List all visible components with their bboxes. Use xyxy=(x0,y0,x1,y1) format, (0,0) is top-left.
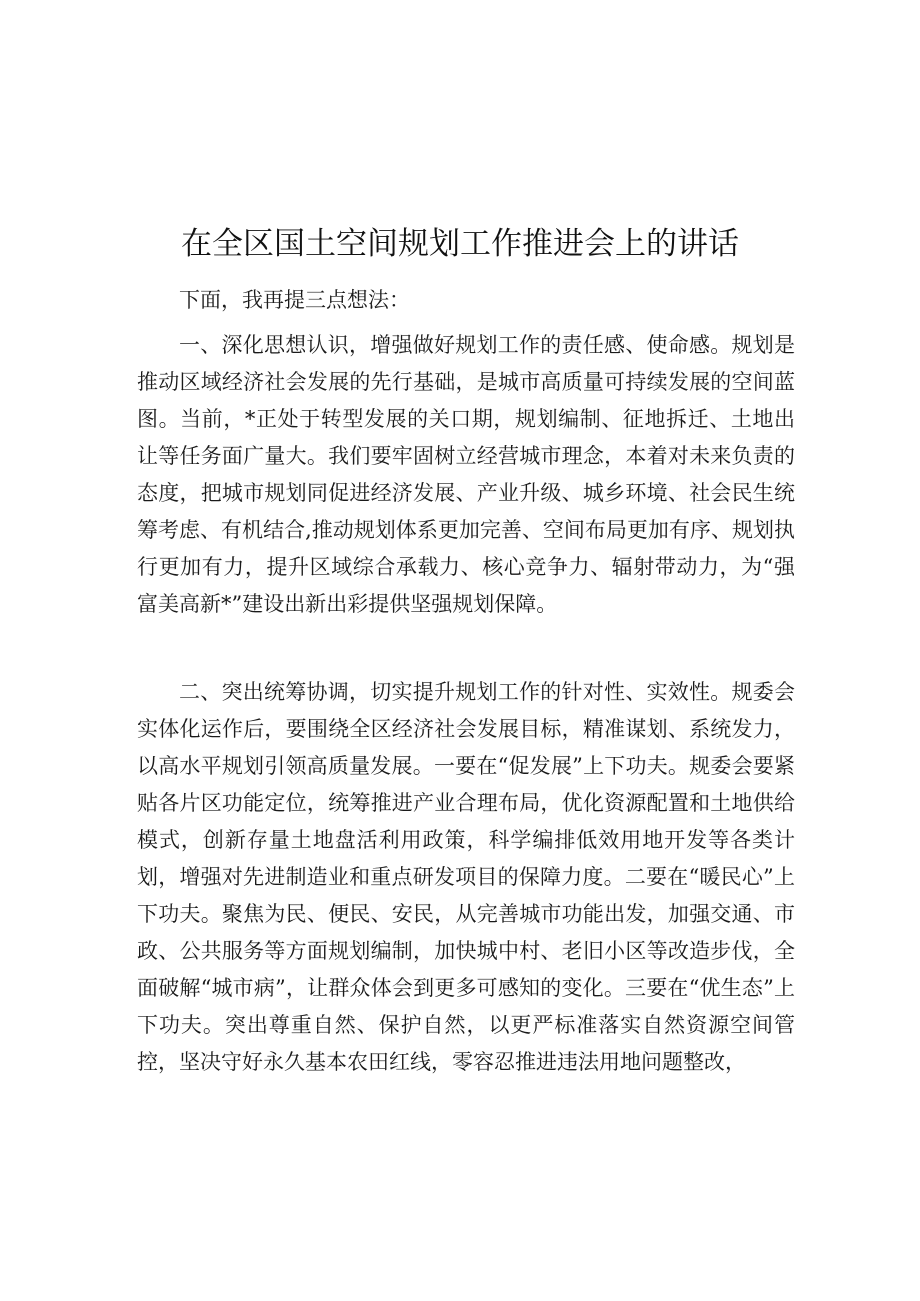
document-title: 在全区国土空间规划工作推进会上的讲话 xyxy=(181,226,739,262)
intro-paragraph: 下面，我再提三点想法： xyxy=(179,288,410,312)
body-paragraph-1: 一、深化思想认识，增强做好规划工作的责任感、使命感。规划是推动区域经济社会发展的先行基础，是城市高质量可持续发展的空间蓝图。当前，*正处于转型发展的关口期，规划编制、征地拆迁、土地出让等任务面广量大。我们要牢固树立经营城市理念，本着对未来负责的态度，把城市规划同促进经济发展、产业升级、城乡环境、社会民生统筹考虑、有机结合,推动规划体系更加完善、空间布局更加有序、规划执行更加有力，提升区域综合承载力、核心竞争力、辐射带动力，为“强富美高新*”建设出新出彩提供坚强规划保障。 xyxy=(137,333,795,616)
body-paragraph-2: 二、突出统筹协调，切实提升规划工作的针对性、实效性。规委会实体化运作后，要围绕全区经济社会发展目标，精准谋划、系统发力，以高水平规划引领高质量发展。一要在“促发展”上下功夫。规委会要紧贴各片区功能定位，统筹推进产业合理布局，优化资源配置和土地供给模式，创新存量土地盘活利用政策，科学编排低效用地开发等各类计划，增强对先进制造业和重点研发项目的保障力度。二要在“暖民心”上下功夫。聚焦为民、便民、安民，从完善城市功能出发，加强交通、市政、公共服务等方面规划编制，加快城中村、老旧小区等改造步伐，全面破解“城市病”，让群众体会到更多可感知的变化。三要在“优生态”上下功夫。突出尊重自然、保护自然，以更严标准落实自然资源空间管控，坚决守好永久基本农田红线，零容忍推进违法用地问题整改， xyxy=(137,680,795,1074)
